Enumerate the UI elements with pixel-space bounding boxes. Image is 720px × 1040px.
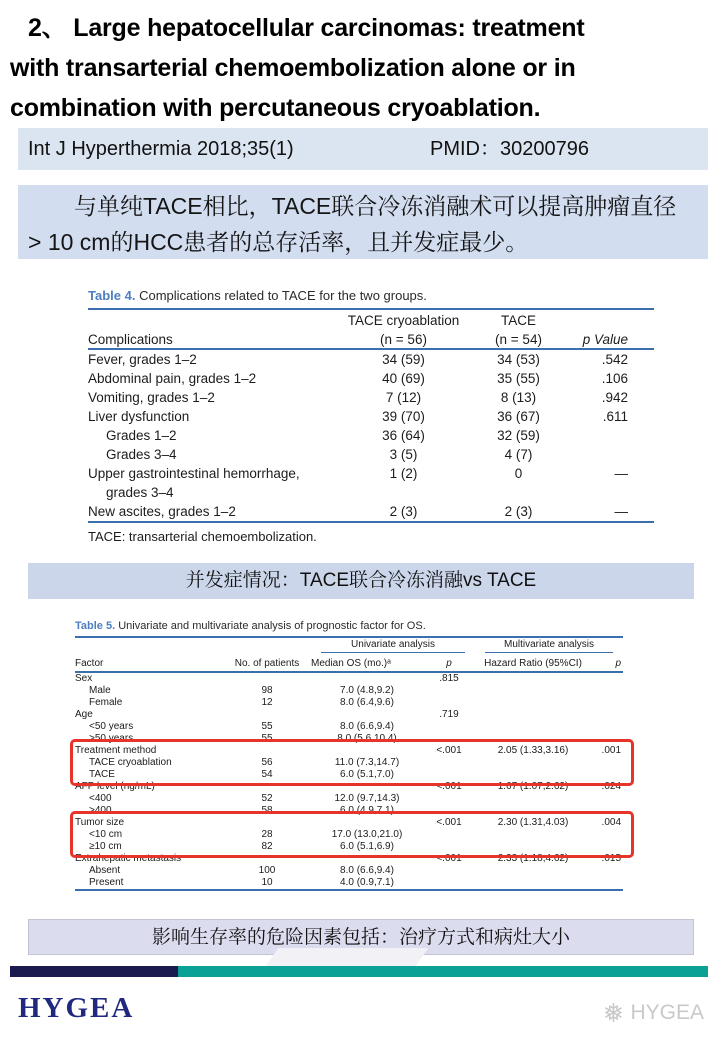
table-row [75,745,623,757]
footer-bar-navy [10,966,178,977]
table-cell: 40 (69) [382,371,425,386]
table5-header [75,637,623,672]
table-row [88,388,654,407]
table-cell: 2 (3) [389,504,418,519]
table-cell: 7 (12) [385,390,422,405]
table-cell: Grades 3–4 [106,447,177,462]
table-cell: 56 [261,757,273,768]
table-cell: 100 [258,865,276,876]
table-cell: <.001 [436,781,462,792]
table-cell: 8.0 (6.4,9.6) [340,697,394,708]
header-cell: Complications [88,332,173,347]
table-cell: 2.33 (1.18,4.62) [497,853,569,864]
table-cell [475,757,591,769]
table-cell: Tumor size [75,817,125,828]
table-row [88,445,654,464]
table-cell [591,733,623,745]
table-cell: <50 years [89,721,134,732]
table4-body [88,349,654,522]
table-cell: 2.05 (1.33,3.16) [497,745,569,756]
table-cell: 7.0 (4.8,9.2) [340,685,394,696]
table-cell: <.001 [436,817,462,828]
table-cell: 58 [261,805,273,816]
table-cell: 52 [261,793,273,804]
header-cell [566,309,654,329]
table-row [75,853,623,865]
summary-line: > 10 cm的HCC患者的总存活率，且并发症最少。 [28,229,529,255]
table5-label: Table 5. [75,620,116,632]
title-line: combination with percutaneous cryoablation. [10,94,541,122]
table-cell [591,685,623,697]
table-cell [475,709,591,721]
table-cell [475,829,591,841]
table5-figure [75,620,623,891]
table-cell [591,709,623,721]
table-cell: 98 [261,685,273,696]
table-cell: .015 [601,853,622,864]
table5-caption [75,620,623,636]
table-cell: 6.0 (5.1,7.0) [340,769,394,780]
table-cell: 36 (67) [497,409,540,424]
header-cell: Median OS (mo.)ᵃ [311,658,391,669]
table-row [75,793,623,805]
table-cell [311,672,423,685]
table-cell [223,709,311,721]
table5-caption-text: Univariate and multivariate analysis of prognostic factor for OS. [118,620,426,632]
table-cell [475,672,591,685]
table-cell [475,697,591,709]
table-cell: 12.0 (9.7,14.3) [334,793,400,804]
table-cell: 54 [261,769,273,780]
table-row [88,483,654,502]
table-cell: Fever, grades 1–2 [88,352,197,367]
table4-figure [88,288,654,544]
table-cell [311,709,423,721]
table-cell: .106 [601,371,628,386]
table-cell: TACE cryoablation [89,757,172,768]
table-cell [423,793,475,805]
table-cell: 12 [261,697,273,708]
table-cell [591,841,623,853]
header-cell: p Value [582,332,628,347]
table-cell [423,829,475,841]
citation-bar [18,128,708,170]
table4-footnote: TACE: transarterial chemoembolization. [88,529,317,544]
table-cell [566,426,654,445]
table-cell [475,841,591,853]
table-cell [423,757,475,769]
table-row [75,697,623,709]
table-cell: .815 [439,673,459,684]
table-cell: 10 [261,877,273,888]
table-row [75,805,623,817]
summary-line: 与单纯TACE相比，TACE联合冷冻消融术可以提高肿瘤直径 [74,193,677,219]
table-row [75,757,623,769]
table-cell: Abdominal pain, grades 1–2 [88,371,257,386]
table-cell: .719 [439,709,459,720]
header-cell: (n = 56) [380,332,427,347]
footer-bar-teal [178,966,708,977]
table-cell: <400 [89,793,112,804]
table-cell: Present [89,877,124,888]
table-row [88,464,654,483]
table-cell [475,865,591,877]
pmid-reference: PMID：30200796 [430,138,589,160]
header-cell: Factor [75,658,104,669]
table-cell: 28 [261,829,273,840]
table-cell [591,829,623,841]
table-cell [223,853,311,865]
table-cell [591,805,623,817]
table-cell [223,672,311,685]
table-cell [475,793,591,805]
table-cell [591,877,623,890]
table-cell: 39 (70) [382,409,425,424]
hygea-watermark-text: HYGEA [630,1001,704,1024]
table-row [75,877,623,890]
table-cell: 34 (59) [382,352,425,367]
table-cell [591,865,623,877]
table4 [88,308,654,523]
table-cell: >50 years [89,733,134,744]
table-cell: Absent [89,865,121,876]
table-cell: 11.0 (7.3,14.7) [334,757,400,768]
table-cell: .542 [601,352,628,367]
table-cell: <.001 [436,853,462,864]
table4-label: Table 4. [88,288,136,303]
table-cell: .004 [601,817,622,828]
table-cell [475,769,591,781]
table-cell: 4.0 (0.9,7.1) [340,877,394,888]
table-cell: New ascites, grades 1–2 [88,504,236,519]
table-cell: 8.0 (6.6,9.4) [340,721,394,732]
table-cell: 2.30 (1.31,4.03) [497,817,569,828]
table-row [88,502,654,522]
table-row [88,407,654,426]
table-cell: .001 [601,745,622,756]
table-cell: 35 (55) [497,371,540,386]
table-row [88,349,654,369]
table4-header [88,309,654,349]
table-cell: 1 (2) [389,466,418,481]
table-row [75,672,623,685]
table-cell: Age [75,709,93,720]
table-cell [591,769,623,781]
table-cell: 82 [261,841,273,852]
table-cell [475,733,591,745]
table-row [88,369,654,388]
table-row [75,709,623,721]
table-cell [423,697,475,709]
table-cell [475,805,591,817]
table-cell [423,805,475,817]
table-cell: .942 [601,390,628,405]
conclusion-banner-text: 影响生存率的危险因素包括：治疗方式和病灶大小 [151,927,570,948]
table-cell: 3 (5) [389,447,418,462]
table-row [75,733,623,745]
table-cell: Male [89,685,111,696]
header-cell [75,637,311,653]
header-cell [88,309,336,329]
table-cell: 2 (3) [504,504,533,519]
table-cell: 4 (7) [504,447,533,462]
table-cell [311,745,423,757]
table-cell: <10 cm [89,829,123,840]
table-row [75,817,623,829]
table-cell: <.001 [436,745,462,756]
table-cell: — [614,504,628,519]
decorative-swoosh [266,948,429,966]
hygea-watermark [603,1000,704,1026]
header-cell: (n = 54) [495,332,542,347]
table-row [75,781,623,793]
table-cell: Liver dysfunction [88,409,190,424]
table-cell: 32 (59) [497,428,540,443]
table-cell: grades 3–4 [106,485,174,500]
table-cell: AFP level (ng/mL) [75,781,155,792]
table5 [75,636,623,891]
table-cell: Vomiting, grades 1–2 [88,390,215,405]
snowflake-icon: ❅ [602,998,625,1028]
table-cell: 1.67 (1.07,2.62) [497,781,569,792]
table-cell [423,769,475,781]
table-cell [311,853,423,865]
table-cell [311,781,423,793]
header-cell: No. of patients [234,658,300,669]
table-cell: Female [89,697,123,708]
table-cell: ≥10 cm [89,841,122,852]
table-cell [423,865,475,877]
table-cell: >400 [89,805,112,816]
table-cell [475,877,591,890]
summary-banner [18,185,708,259]
table-cell: TACE [89,769,115,780]
table-cell [423,877,475,890]
table-cell: .024 [601,781,622,792]
title-line: with transarterial chemoembolization alone or in [10,54,576,82]
table-cell: 8.0 (6.6,9.4) [340,865,394,876]
table-cell: 8 (13) [500,390,537,405]
header-cell [311,637,475,653]
univariate-group-header: Univariate analysis [321,639,465,653]
table4-caption-text: Complications related to TACE for the two groups. [139,288,427,303]
header-cell: TACE [500,313,536,328]
table-cell [475,685,591,697]
table-cell [475,721,591,733]
table-cell [591,757,623,769]
header-cell: Hazard Ratio (95%CI) [484,658,582,669]
table-cell [591,793,623,805]
hygea-logo: HYGEA [18,992,135,1024]
table-cell [336,483,471,502]
table-cell: 6.0 (4.9,7.1) [340,805,394,816]
complications-banner [28,563,694,599]
table-cell [566,445,654,464]
table-cell [223,781,311,793]
table-cell [471,483,566,502]
table4-caption [88,288,654,308]
table-row [75,721,623,733]
multivariate-group-header: Multivariate analysis [485,639,613,653]
table-cell [423,721,475,733]
table-cell [591,721,623,733]
table-cell [591,697,623,709]
table-cell: 36 (64) [382,428,425,443]
page-title [10,8,710,128]
table-cell: — [614,466,628,481]
table-row [75,841,623,853]
table-row [88,426,654,445]
table-cell: Treatment method [75,745,157,756]
table-cell: Grades 1–2 [106,428,177,443]
table-cell [311,817,423,829]
table-cell [566,483,654,502]
table-cell: 6.0 (5.1,6.9) [340,841,394,852]
table-row [75,769,623,781]
table-cell: Sex [75,673,93,684]
table-cell: Extrahepatic metastasis [75,853,182,864]
table-cell: 34 (53) [497,352,540,367]
title-line: 2、 Large hepatocellular carcinomas: treatment [28,14,585,42]
table-row [75,829,623,841]
header-cell: p [615,658,622,669]
table-cell: Upper gastrointestinal hemorrhage, [88,466,300,481]
table-cell [223,745,311,757]
table-cell: 55 [261,721,273,732]
journal-reference: Int J Hyperthermia 2018;35(1) [28,138,294,160]
table-cell: 0 [514,466,523,481]
table-cell [223,817,311,829]
table-cell: 17.0 (13.0,21.0) [331,829,403,840]
table-cell [423,685,475,697]
table-cell [423,841,475,853]
table-cell [591,672,623,685]
header-cell [475,637,623,653]
header-cell: p [446,658,452,669]
table-row [75,685,623,697]
table5-body [75,672,623,890]
table-row [75,865,623,877]
table-cell: 8.0 (5.6,10.4) [337,733,397,744]
table-cell [423,733,475,745]
complications-banner-text: 并发症情况：TACE联合冷冻消融vs TACE [185,570,537,591]
table-cell: 55 [261,733,273,744]
header-cell: TACE cryoablation [347,313,460,328]
table-cell: .611 [602,409,628,424]
